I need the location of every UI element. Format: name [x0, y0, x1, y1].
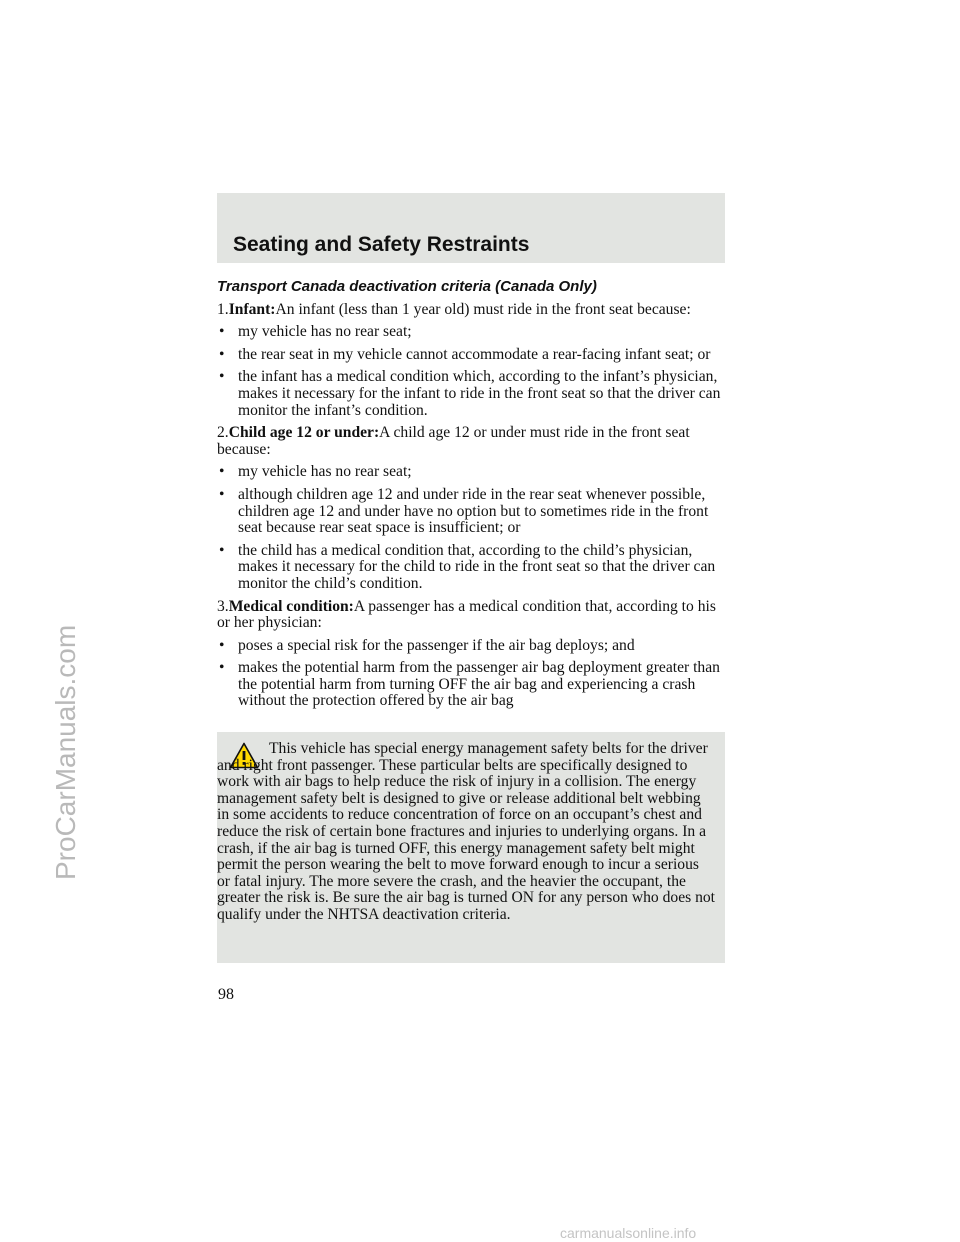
criterion-infant-list — [217, 324, 727, 419]
bullet-icon: • — [219, 345, 225, 363]
criterion-child — [217, 425, 727, 458]
criterion-number: 1. — [217, 300, 229, 318]
criterion-text: A child age 12 or under must ride in the front seat because: — [217, 424, 690, 458]
criterion-term: Child age 12 or under: — [228, 424, 380, 442]
criterion-child-list — [217, 464, 727, 592]
criterion-medical-list — [217, 638, 727, 710]
list-item: • poses a special risk for the passenger if the air bag deploys; and — [219, 636, 635, 654]
bullet-icon: • — [219, 323, 225, 341]
section-title: Seating and Safety Restraints — [233, 233, 530, 256]
bullet-icon: • — [219, 485, 225, 503]
criterion-term: Medical condition: — [228, 597, 354, 615]
criterion-text: An infant (less than 1 year old) must ride in the front seat because: — [275, 300, 691, 318]
list-item: • makes the potential harm from the passenger air bag deployment greater than the potential harm from turning OFF the air bag and experiencing a crash without the protection offered by the air bag — [219, 659, 720, 710]
warning-text: This vehicle has special energy management safety belts for the driver and right front passenger. These particular belts are specifically designed to work with air bags to help reduce the risk of injury in a collision. The energy management safety belt is designed to give or release additional belt webbing in some accidents to reduce concentration of force on an occupant’s chest and reduce the risk of certain bone fractures and injuries to underlying organs. In a crash, if the air bag is turned OFF, this energy management safety belt might permit the person wearing the belt to move forward enough to incur a serious or fatal injury. The more severe the crash, and the heavier the occupant, the greater the risk is. Be sure the air bag is turned ON for any person who does not qualify under the NHTSA deactivation criteria. — [217, 740, 716, 923]
bullet-icon: • — [219, 541, 225, 559]
criterion-text: A passenger has a medical condition that, according to his or her physician: — [217, 597, 716, 632]
main-content — [217, 279, 727, 716]
criterion-infant — [217, 302, 727, 319]
side-watermark: ProCarManuals.com — [50, 624, 81, 880]
criterion-number: 2. — [217, 424, 229, 442]
list-item: • the child has a medical condition that, according to the child’s physician, makes it necessary for the child to ride in the front seat so that the driver can monitor the child’s condition. — [219, 541, 716, 592]
criterion-term: Infant: — [228, 300, 276, 318]
warning-box — [217, 732, 725, 963]
list-item: • my vehicle has no rear seat; — [219, 323, 412, 341]
subheading: Transport Canada deactivation criteria (Canada Only) — [217, 278, 597, 295]
bullet-icon: • — [219, 659, 225, 677]
list-item: • my vehicle has no rear seat; — [219, 463, 412, 481]
criterion-medical — [217, 599, 727, 632]
bullet-icon: • — [219, 368, 225, 386]
list-item: • although children age 12 and under ride in the rear seat whenever possible, children age 12 and under have no option but to sometimes ride in the front seat because rear seat space is insufficient; or — [219, 485, 709, 537]
page-number: 98 — [218, 986, 234, 1003]
bullet-icon: • — [219, 463, 225, 481]
list-item: • the infant has a medical condition which, according to the infant’s physician, makes it necessary for the infant to ride in the front seat so that the driver can monitor the infant’s condition. — [219, 368, 721, 419]
bottom-watermark: carmanualsonline.info — [560, 1225, 697, 1241]
bullet-icon: • — [219, 636, 225, 654]
list-item: • the rear seat in my vehicle cannot accommodate a rear-facing infant seat; or — [219, 345, 711, 363]
criterion-number: 3. — [217, 597, 229, 615]
